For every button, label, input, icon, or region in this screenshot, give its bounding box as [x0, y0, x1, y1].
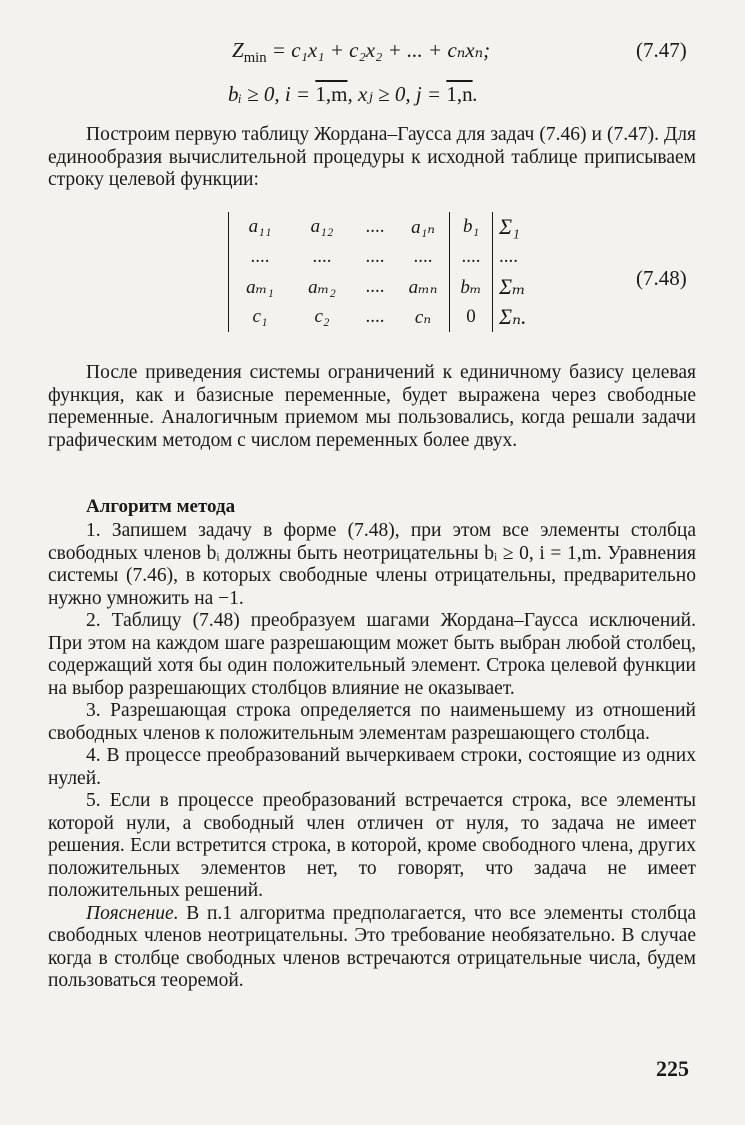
equation-number-7-47: (7.47)	[636, 38, 687, 62]
matrix-row	[229, 242, 546, 272]
matrix-row	[229, 302, 546, 332]
constraint-x: , xⱼ ≥ 0, j =	[347, 82, 447, 106]
constraint-b: bᵢ ≥ 0, i =	[228, 82, 316, 106]
intro-text: Построим первую таблицу Жордана–Гаусса для задач (7.46) и (7.47). Для единообразия вычислительной процедуры к исходной таблице приписываем строку целевой функции:	[48, 124, 696, 190]
matrix-cell: ....	[365, 276, 385, 297]
after-text: После приведения системы ограничений к единичному базису целевая функция, как и базисные переменные, будет выражена через свободные переменные. Аналогичным приемом мы пользовались, когда решали задачи графическим методом с числом переменных более двух.	[48, 362, 696, 451]
eq-z: Z	[232, 38, 244, 62]
constraints-line	[228, 82, 478, 107]
matrix-cell: a₁₂	[310, 216, 334, 237]
step-1: 1. Запишем задачу в форме (7.48), при этом все элементы столбца свободных членов bᵢ должны быть неотрицательны bᵢ ≥ 0, i = 1,m. Уравнения системы (7.46), в которых свободные члены отрицательны, предварительно нужно умножить на −1.	[48, 520, 696, 609]
matrix-row	[229, 272, 546, 302]
matrix-cell: cₙ	[414, 306, 432, 328]
matrix-cell: ....	[365, 246, 385, 267]
algorithm-heading: Алгоритм метода	[86, 496, 236, 517]
step-2: 2. Таблицу (7.48) преобразуем шагами Жордана–Гаусса исключений. При этом на каждом шаге разрешающим может быть выбран любой столбец, содержащий хотя бы один положительный элемент. Строка целевой функции на выбор разрешающих столбцов влияние не оказывает.	[48, 610, 696, 699]
constraint-x-range: 1,n	[446, 82, 473, 106]
matrix-cell: ....	[450, 242, 493, 272]
step-3: 3. Разрешающая строка определяется по наименьшему из отношений свободных членов к положительным элементам разрешающего столбца.	[48, 700, 696, 744]
constraint-b-range: 1,m	[315, 82, 348, 106]
matrix-cell: bₘ	[450, 272, 493, 302]
step-5: 5. Если в процессе преобразований встречается строка, все элементы которой нули, а свободный член отличен от нуля, то задача не имеет решения. Если встретится строка, в которой, кроме свободного члена, других положительных элементов нет, то говорят, что задача не имеет положительных решений.	[48, 790, 696, 901]
matrix-cell: c₁	[229, 302, 292, 332]
matrix-cell: ....	[365, 306, 385, 327]
matrix-cell: Σₙ.	[493, 302, 546, 332]
matrix-cell: aₘ₁	[229, 272, 292, 302]
matrix-cell: ....	[365, 216, 385, 237]
note-label: Пояснение.	[86, 902, 179, 924]
matrix-row	[229, 212, 546, 242]
algorithm-steps	[48, 520, 696, 993]
constraint-end: .	[472, 82, 478, 106]
matrix-cell: a₁₁	[229, 212, 292, 242]
matrix-cell: ....	[312, 246, 332, 267]
matrix-cell: 0	[450, 302, 493, 332]
step-4: 4. В процессе преобразований вычеркиваем строки, состоящие из одних нулей.	[48, 745, 696, 789]
matrix-cell: Σ₁	[493, 212, 546, 242]
matrix-cell: a₁ₙ	[411, 216, 435, 238]
note-text: В п.1 алгоритма предполагается, что все элементы столбца свободных членов неотрицательны. Это требование необязательно. В случае когда в столбце свободных членов встречаются отрицательные числа, будем пользоваться теоремой.	[48, 902, 696, 991]
matrix-cell: b₁	[450, 212, 493, 242]
matrix-cell: ....	[413, 246, 433, 267]
eq-z-sub: min	[243, 50, 267, 67]
after-paragraph	[48, 362, 696, 452]
eq-rhs: = c₁x₁ + c₂x₂ + ... + cₙxₙ;	[271, 38, 491, 62]
matrix-cell: c₂	[314, 306, 330, 327]
note-paragraph	[48, 903, 696, 993]
intro-paragraph	[48, 124, 696, 192]
equation-7-47	[232, 38, 490, 67]
matrix-7-48	[228, 212, 545, 332]
page-number: 225	[656, 1056, 689, 1081]
matrix-cell: aₘ₂	[308, 276, 336, 298]
matrix-cell: ....	[229, 242, 292, 272]
matrix-cell: ....	[493, 242, 546, 272]
equation-number-7-48: (7.48)	[636, 266, 687, 290]
matrix-cell: aₘₙ	[408, 276, 438, 298]
matrix-cell: Σₘ	[493, 272, 546, 302]
